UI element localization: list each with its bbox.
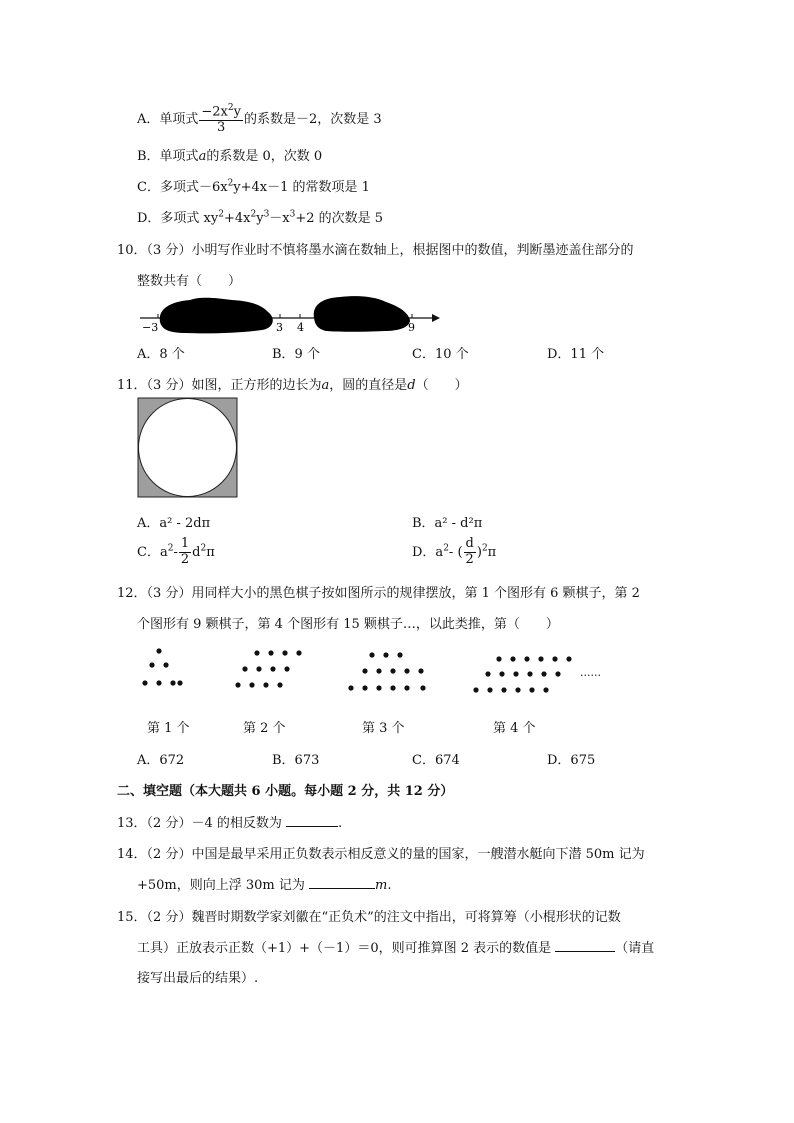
- axis-label: 9: [408, 321, 415, 334]
- chess-piece-dot: [566, 656, 571, 661]
- section-heading: 二、填空题（本大题共 6 小题。每小题 2 分，共 12 分）: [117, 784, 454, 799]
- caption-figure-4: 第 4 个: [493, 721, 536, 736]
- answer-blank[interactable]: [309, 876, 375, 889]
- q12-stem-line2: 个图形有 9 颗棋子，第 4 个图形有 15 颗棋子…，以此类推，第（ ）: [137, 617, 559, 632]
- option-c-prefix: C．a: [137, 544, 168, 560]
- exponent: 2: [167, 543, 174, 554]
- chess-piece-dot: [149, 662, 154, 667]
- answer-blank[interactable]: [555, 939, 615, 952]
- chess-piece-dot: [156, 680, 161, 685]
- chess-piece-dot: [254, 650, 259, 655]
- chess-piece-dot: [499, 671, 504, 676]
- option-b-suffix: 的系数是 0，次数 0: [206, 149, 323, 164]
- option-d-suffix: +2 的次数是 5: [295, 211, 384, 226]
- operator: - (: [448, 544, 463, 560]
- term: y: [256, 211, 264, 226]
- chess-piece-dot: [543, 687, 548, 692]
- chess-piece-dot: [376, 685, 381, 690]
- chess-piece-dot: [177, 680, 182, 685]
- caption-figure-2: 第 2 个: [243, 721, 286, 736]
- chess-piece-dot: [235, 682, 240, 687]
- exponent: 3: [263, 209, 270, 220]
- q10-stem-line2: 整数共有（ ）: [137, 274, 242, 289]
- chess-piece-dot: [362, 685, 367, 690]
- q12-option-b: B．673: [272, 753, 320, 768]
- caption-figure-1: 第 1 个: [147, 721, 190, 736]
- denominator: 3: [217, 120, 226, 136]
- chess-piece-dot: [524, 656, 529, 661]
- chess-piece-dot: [376, 668, 381, 673]
- chess-piece-dot: [383, 652, 388, 657]
- option-b-prefix: B．单项式: [137, 149, 199, 164]
- q15-line2: [137, 937, 654, 956]
- chess-piece-dot: [418, 668, 423, 673]
- variable-d: d: [407, 378, 416, 393]
- chess-piece-dot: [487, 687, 492, 692]
- q12-option-a: A．672: [137, 753, 185, 768]
- q14-line1: 14．（2 分）中国是最早采用正负数表示相反意义的量的国家，一艘潜水艇向下潜 50m 记为: [117, 847, 645, 862]
- chess-piece-dot: [282, 650, 287, 655]
- exponent: 3: [289, 209, 296, 220]
- option-b-text: B．a² - d²π: [412, 516, 483, 531]
- q13: [117, 812, 342, 831]
- q15-text: 工具）正放表示正数（+1）+（－1）＝0，则可推算图 2 表示的数值是: [137, 941, 552, 956]
- chess-piece-dot: [362, 668, 367, 673]
- option-a-prefix: A．单项式: [137, 112, 199, 128]
- pi-symbol: π: [206, 544, 215, 560]
- term: －x: [269, 211, 290, 226]
- chess-piece-dot: [390, 668, 395, 673]
- q14-line2: [137, 874, 392, 893]
- chess-piece-dot: [268, 650, 273, 655]
- option-d-prefix: D．a: [412, 544, 444, 560]
- operator: -: [173, 544, 178, 560]
- q15-line1: 15．（2 分）魏晋时期数学家刘徽在“正负术”的注文中指出，可将算筹（小棍形状的记数: [117, 910, 621, 925]
- chess-piece-dot: [242, 666, 247, 671]
- q14-end: .: [387, 878, 392, 893]
- stem-text: 11．（3 分）如图，正方形的边长为: [117, 378, 322, 393]
- stem-text: ，圆的直径是: [329, 378, 408, 393]
- chess-piece-dot: [348, 685, 353, 690]
- chess-piece-dot: [501, 687, 506, 692]
- exponent: 2: [227, 178, 234, 189]
- term: +4x: [223, 211, 251, 226]
- q15-text-end: （请直: [615, 941, 655, 956]
- chess-piece-dot: [515, 687, 520, 692]
- chess-piece-dot: [263, 682, 268, 687]
- chess-piece-dot: [510, 656, 515, 661]
- exponent: 2: [218, 209, 224, 220]
- caption-figure-3: 第 3 个: [362, 721, 405, 736]
- chess-piece-dot: [541, 671, 546, 676]
- option-c-prefix: C．多项式－6x: [137, 180, 228, 195]
- q10-option-c: C．10 个: [412, 347, 469, 362]
- q15-line3: 接写出最后的结果）.: [137, 971, 259, 986]
- exponent: 2: [481, 543, 488, 554]
- chess-piece-dot: [538, 656, 543, 661]
- chess-piece-dot: [529, 687, 534, 692]
- variable-a: a: [321, 378, 330, 393]
- chess-piece-dot: [420, 685, 425, 690]
- variable: a: [198, 149, 207, 164]
- numerator: −2x: [201, 104, 228, 120]
- numerator-var: y: [233, 104, 241, 120]
- chess-piece-dot: [170, 680, 175, 685]
- exponent: 2: [250, 209, 257, 220]
- chess-piece-dot: [496, 656, 501, 661]
- exponent: 2: [443, 543, 449, 554]
- exponent: 2: [227, 103, 234, 113]
- chess-piece-dot: [555, 671, 560, 676]
- q12-stem-line1: 12．（3 分）用同样大小的黑色棋子按如图所示的规律摆放，第 1 个图形有 6 颗棋子，第 2: [117, 586, 640, 601]
- option-a-suffix: 的系数是－2，次数是 3: [243, 112, 382, 128]
- q13-end: .: [338, 816, 343, 831]
- chess-piece-dot: [249, 682, 254, 687]
- numerator: d: [465, 536, 474, 551]
- option-c-suffix: y+4x－1 的常数项是 1: [233, 180, 370, 195]
- stem-text: （ ）: [415, 378, 468, 393]
- chess-piece-dot: [277, 682, 282, 687]
- chess-piece-dot: [256, 666, 261, 671]
- chess-piece-dot: [156, 648, 161, 653]
- chess-piece-dot: [527, 671, 532, 676]
- q12-option-c: C．674: [412, 753, 460, 768]
- chess-piece-dot: [552, 656, 557, 661]
- chess-piece-dot: [369, 652, 374, 657]
- chess-piece-dot: [404, 685, 409, 690]
- q10-option-a: A．8 个: [137, 347, 185, 362]
- answer-blank[interactable]: [286, 814, 338, 827]
- axis-label: −3: [142, 321, 159, 334]
- axis-label: 4: [297, 321, 304, 334]
- chess-piece-dot: [513, 671, 518, 676]
- chess-piece-dot: [142, 680, 147, 685]
- chess-piece-dot: [390, 685, 395, 690]
- q10-stem-line1: 10．（3 分）小明写作业时不慎将墨水滴在数轴上，根据图中的数值，判断墨迹盖住部分的: [117, 243, 634, 258]
- chess-piece-dot: [404, 668, 409, 673]
- chess-piece-dot: [284, 666, 289, 671]
- chess-piece-dot: [485, 671, 490, 676]
- term: ): [476, 544, 482, 560]
- denominator: 2: [465, 551, 474, 567]
- axis-label: 3: [276, 321, 283, 334]
- numerator: 1: [180, 536, 190, 551]
- q10-option-b: B．9 个: [272, 347, 320, 362]
- chess-piece-dot: [296, 650, 301, 655]
- q12-option-d: D．675: [547, 753, 596, 768]
- q14-text: +50m，则向上浮 30m 记为: [137, 878, 305, 893]
- exponent: 2: [200, 543, 207, 554]
- denominator: 2: [180, 551, 190, 567]
- chess-piece-dot: [163, 662, 168, 667]
- dot-pattern-ellipsis: ......: [580, 666, 601, 679]
- q10-option-d: D．11 个: [547, 347, 605, 362]
- chess-piece-dot: [397, 652, 402, 657]
- pi-symbol: π: [487, 544, 497, 560]
- q13-text: 13．（2 分）－4 的相反数为: [117, 816, 282, 831]
- chess-piece-dot: [270, 666, 275, 671]
- chess-piece-dot: [473, 687, 478, 692]
- term: d: [192, 544, 201, 560]
- option-a-text: A．a² - 2dπ: [137, 516, 211, 531]
- unit: m: [375, 878, 388, 893]
- option-d-prefix: D．多项式 xy: [137, 211, 219, 226]
